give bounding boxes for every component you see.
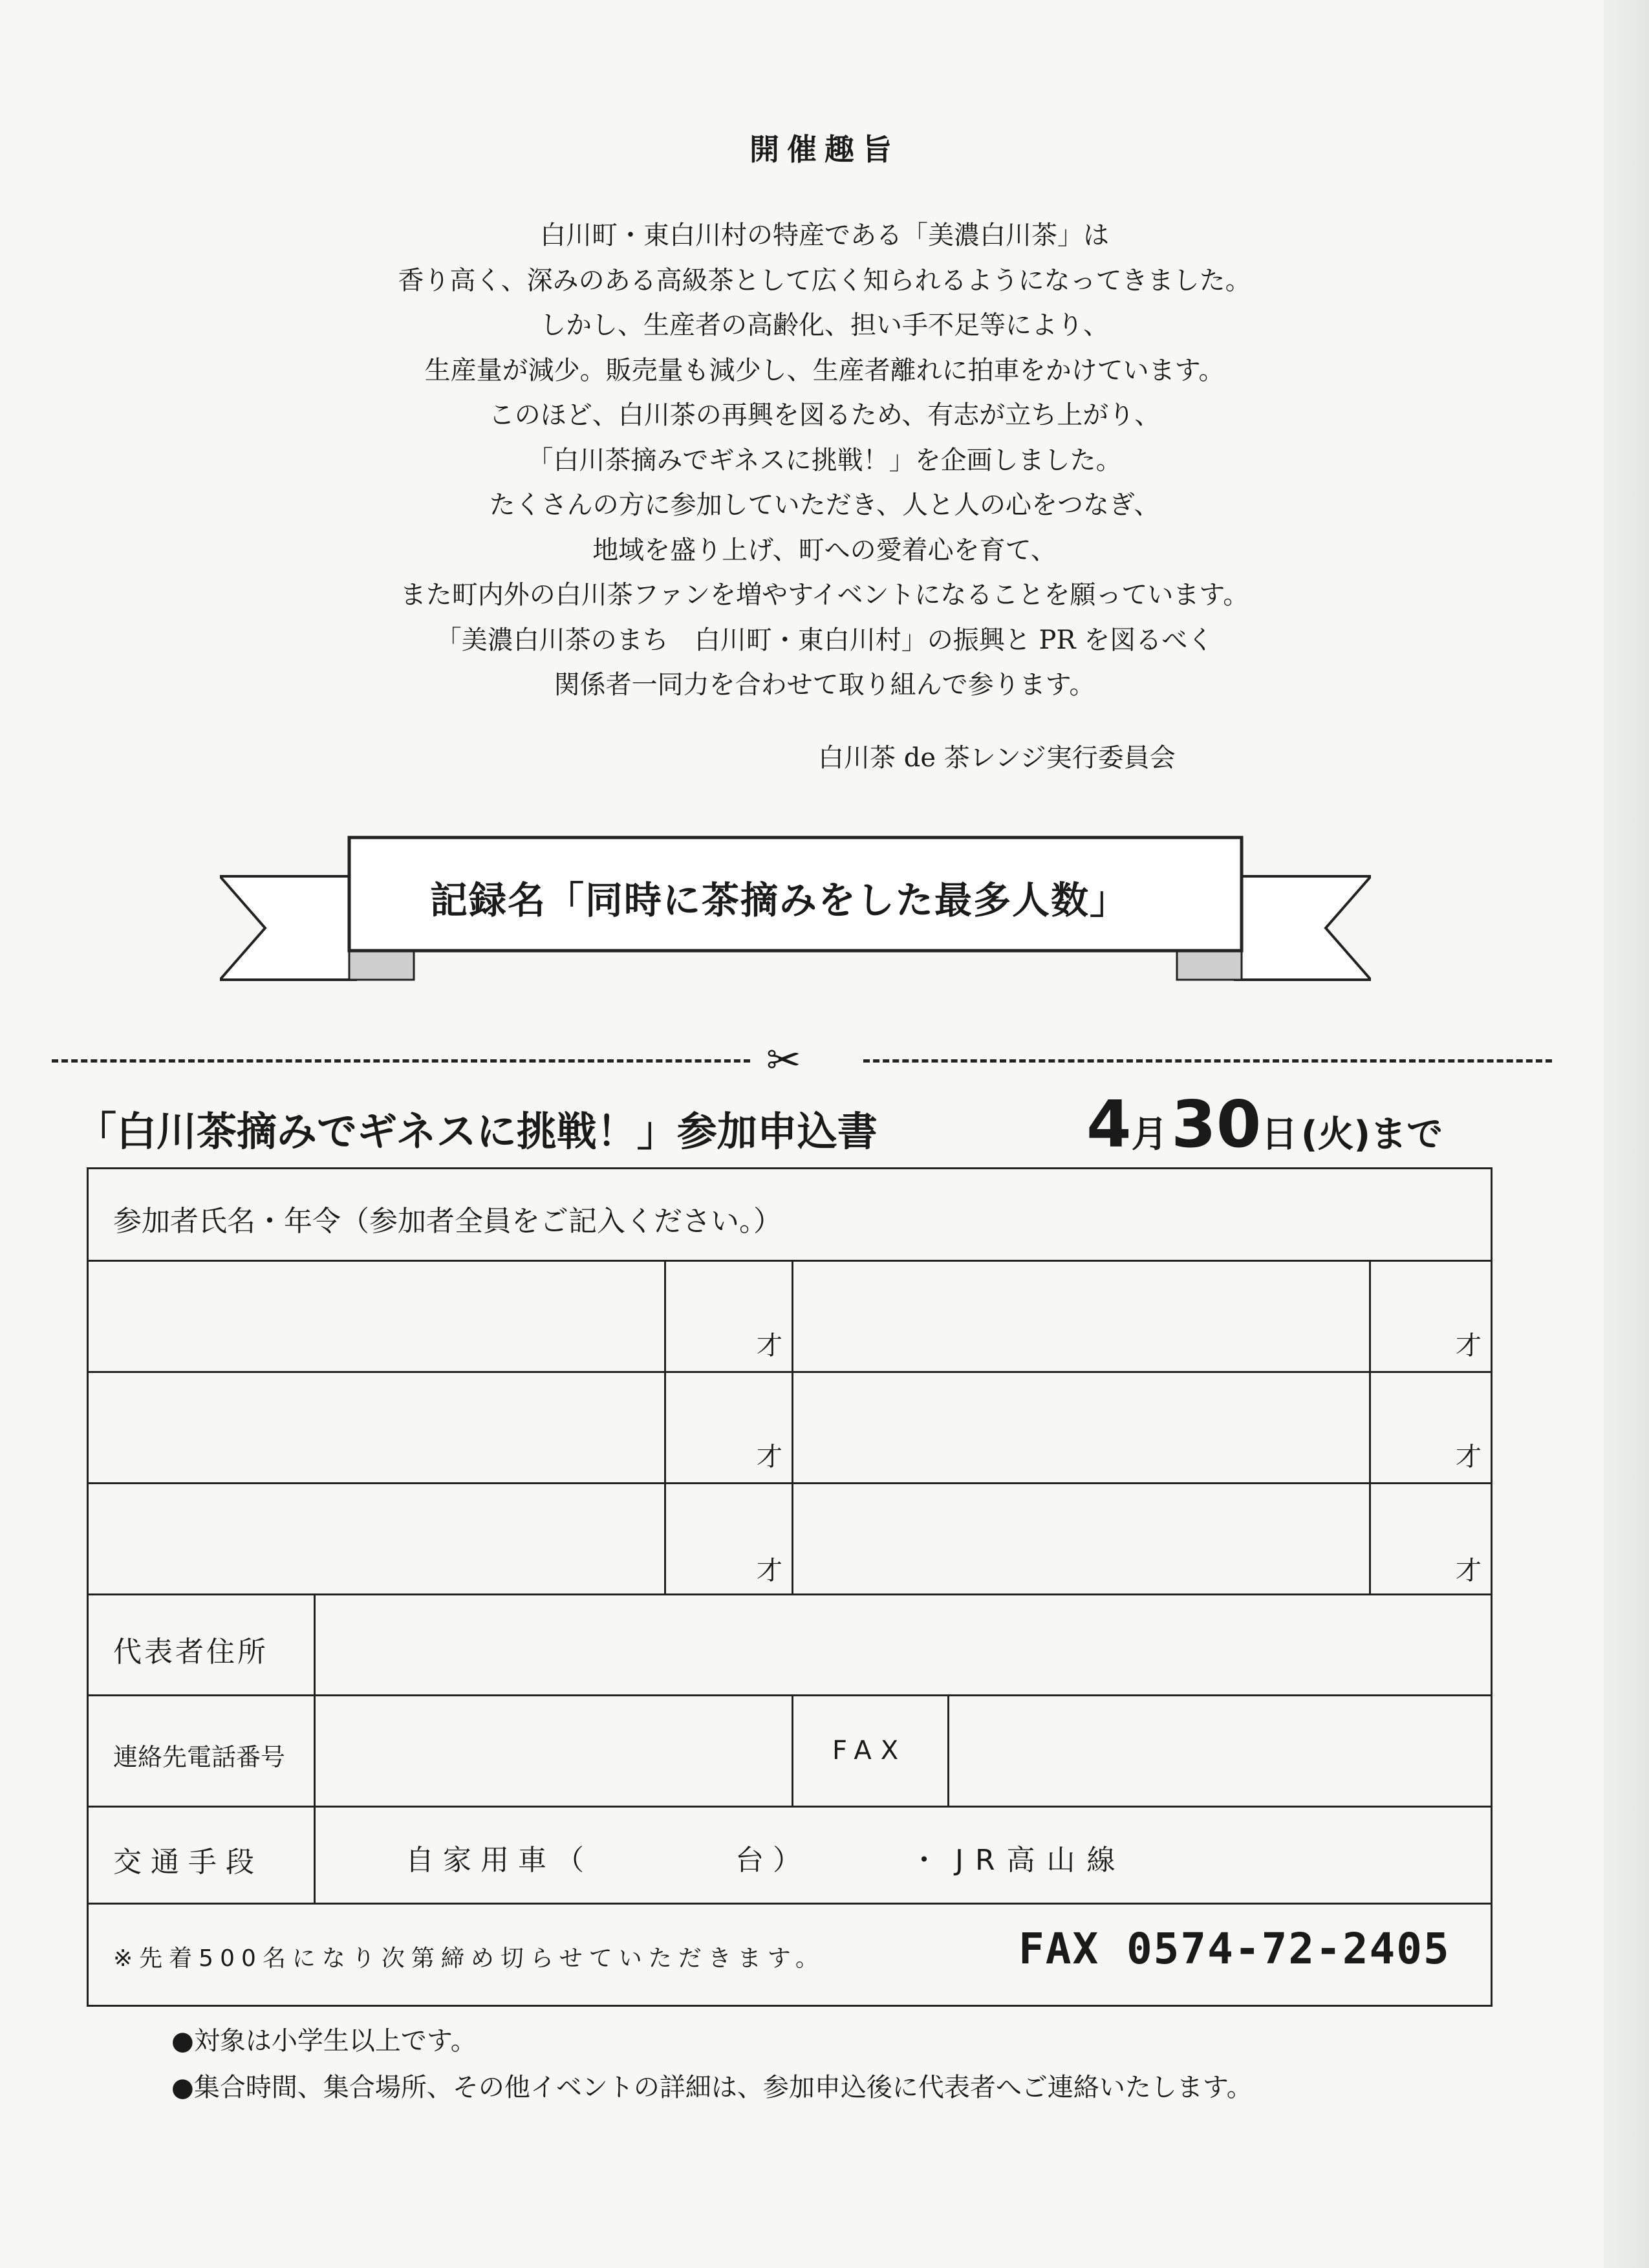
participant-age-field[interactable] xyxy=(1371,1373,1491,1482)
age-unit: 才 xyxy=(1456,1331,1482,1361)
participant-age-field[interactable] xyxy=(666,1484,792,1593)
deadline-day: 30 xyxy=(1171,1086,1262,1162)
dashed-line xyxy=(52,1059,750,1063)
purpose-text xyxy=(0,213,1649,708)
phone-label: 連絡先電話番号 xyxy=(113,1743,286,1771)
cut-line xyxy=(52,1037,1552,1085)
fax-number: FAX 0574-72-2405 xyxy=(1018,1924,1450,1974)
phone-field[interactable] xyxy=(316,1696,792,1806)
deadline-weekday: (火) xyxy=(1300,1114,1371,1156)
note-item: ●集合時間、集合場所、その他イベントの詳細は、参加申込後に代表者へご連絡いたします。 xyxy=(171,2073,1253,2102)
participant-age-field[interactable] xyxy=(666,1373,792,1482)
purpose-line: 白川町・東白川村の特産である「美濃白川茶」は xyxy=(540,221,1109,250)
notes xyxy=(171,2018,1253,2111)
application-form xyxy=(87,1167,1493,2007)
divider xyxy=(89,1806,1491,1808)
participant-age-field[interactable] xyxy=(666,1262,792,1371)
purpose-line: このほど、白川茶の再興を図るため、有志が立ち上がり、 xyxy=(488,400,1161,430)
transport-car-unit: 台） xyxy=(735,1844,810,1877)
participant-name-field[interactable] xyxy=(89,1262,664,1371)
age-unit: 才 xyxy=(757,1442,782,1472)
address-field[interactable] xyxy=(316,1595,1491,1694)
participants-label: 参加者氏名・年令（参加者全員をご記入ください。） xyxy=(113,1205,782,1238)
age-unit: 才 xyxy=(1456,1442,1482,1472)
purpose-line: また町内外の白川茶ファンを増やすイベントになることを願っています。 xyxy=(400,580,1249,610)
deadline-month-unit: 月 xyxy=(1131,1114,1168,1156)
participant-name-field[interactable] xyxy=(793,1262,1369,1371)
purpose-line: 「美濃白川茶のまち 白川町・東白川村」の振興と PR を図るべく xyxy=(435,625,1214,655)
purpose-line: 関係者一同力を合わせて取り組んで参ります。 xyxy=(554,670,1095,700)
divider xyxy=(792,1694,793,1806)
committee-name: 白川茶 de 茶レンジ実行委員会 xyxy=(818,743,1176,773)
participant-age-field[interactable] xyxy=(1371,1484,1491,1593)
purpose-line: 香り高く、深みのある高級茶として広く知られるようになってきました。 xyxy=(398,265,1251,296)
deadline-day-unit: 日 xyxy=(1261,1114,1298,1156)
record-name: 記録名「同時に茶摘みをした最多人数」 xyxy=(429,878,1128,922)
transport-label: 交通手段 xyxy=(113,1846,263,1879)
dashed-line xyxy=(863,1059,1552,1063)
page-title: 開催趣旨 xyxy=(749,132,900,167)
participant-name-field[interactable] xyxy=(89,1484,664,1593)
scissors-icon: ✂ xyxy=(766,1037,801,1085)
fax-label: FAX xyxy=(832,1736,908,1766)
transport-jr-option[interactable]: JR高山線 xyxy=(955,1844,1127,1877)
age-unit: 才 xyxy=(757,1556,782,1586)
purpose-line: 地域を盛り上げ、町への愛着心を育て、 xyxy=(592,535,1057,565)
age-unit: 才 xyxy=(1456,1556,1482,1586)
form-title: 「白川茶摘みでギネスに挑戦！」参加申込書 xyxy=(76,1108,878,1155)
participant-name-field[interactable] xyxy=(793,1373,1369,1482)
participant-name-field[interactable] xyxy=(793,1484,1369,1593)
divider xyxy=(89,1903,1491,1905)
fax-field[interactable] xyxy=(949,1696,1491,1806)
participant-name-field[interactable] xyxy=(89,1373,664,1482)
purpose-line: 「白川茶摘みでギネスに挑戦！」を企画しました。 xyxy=(527,445,1122,475)
note-item: ●対象は小学生以上です。 xyxy=(171,2026,477,2056)
deadline-note: ※先着500名になり次第締め切らせていただきます。 xyxy=(113,1945,825,1972)
purpose-line: たくさんの方に参加していただき、人と人の心をつなぎ、 xyxy=(489,490,1160,520)
purpose-line: 生産量が減少。販売量も減少し、生産者離れに拍車をかけています。 xyxy=(424,355,1225,385)
address-label: 代表者住所 xyxy=(113,1636,268,1669)
age-unit: 才 xyxy=(757,1331,782,1361)
deadline xyxy=(1086,1086,1443,1162)
purpose-line: しかし、生産者の高齢化、担い手不足等により、 xyxy=(540,310,1109,340)
transport-separator: ・ xyxy=(910,1844,938,1877)
deadline-suffix: まで xyxy=(1370,1114,1443,1156)
deadline-month: 4 xyxy=(1086,1086,1132,1162)
participant-age-field[interactable] xyxy=(1371,1262,1491,1371)
transport-car-option[interactable]: 自家用車（ xyxy=(405,1844,593,1877)
